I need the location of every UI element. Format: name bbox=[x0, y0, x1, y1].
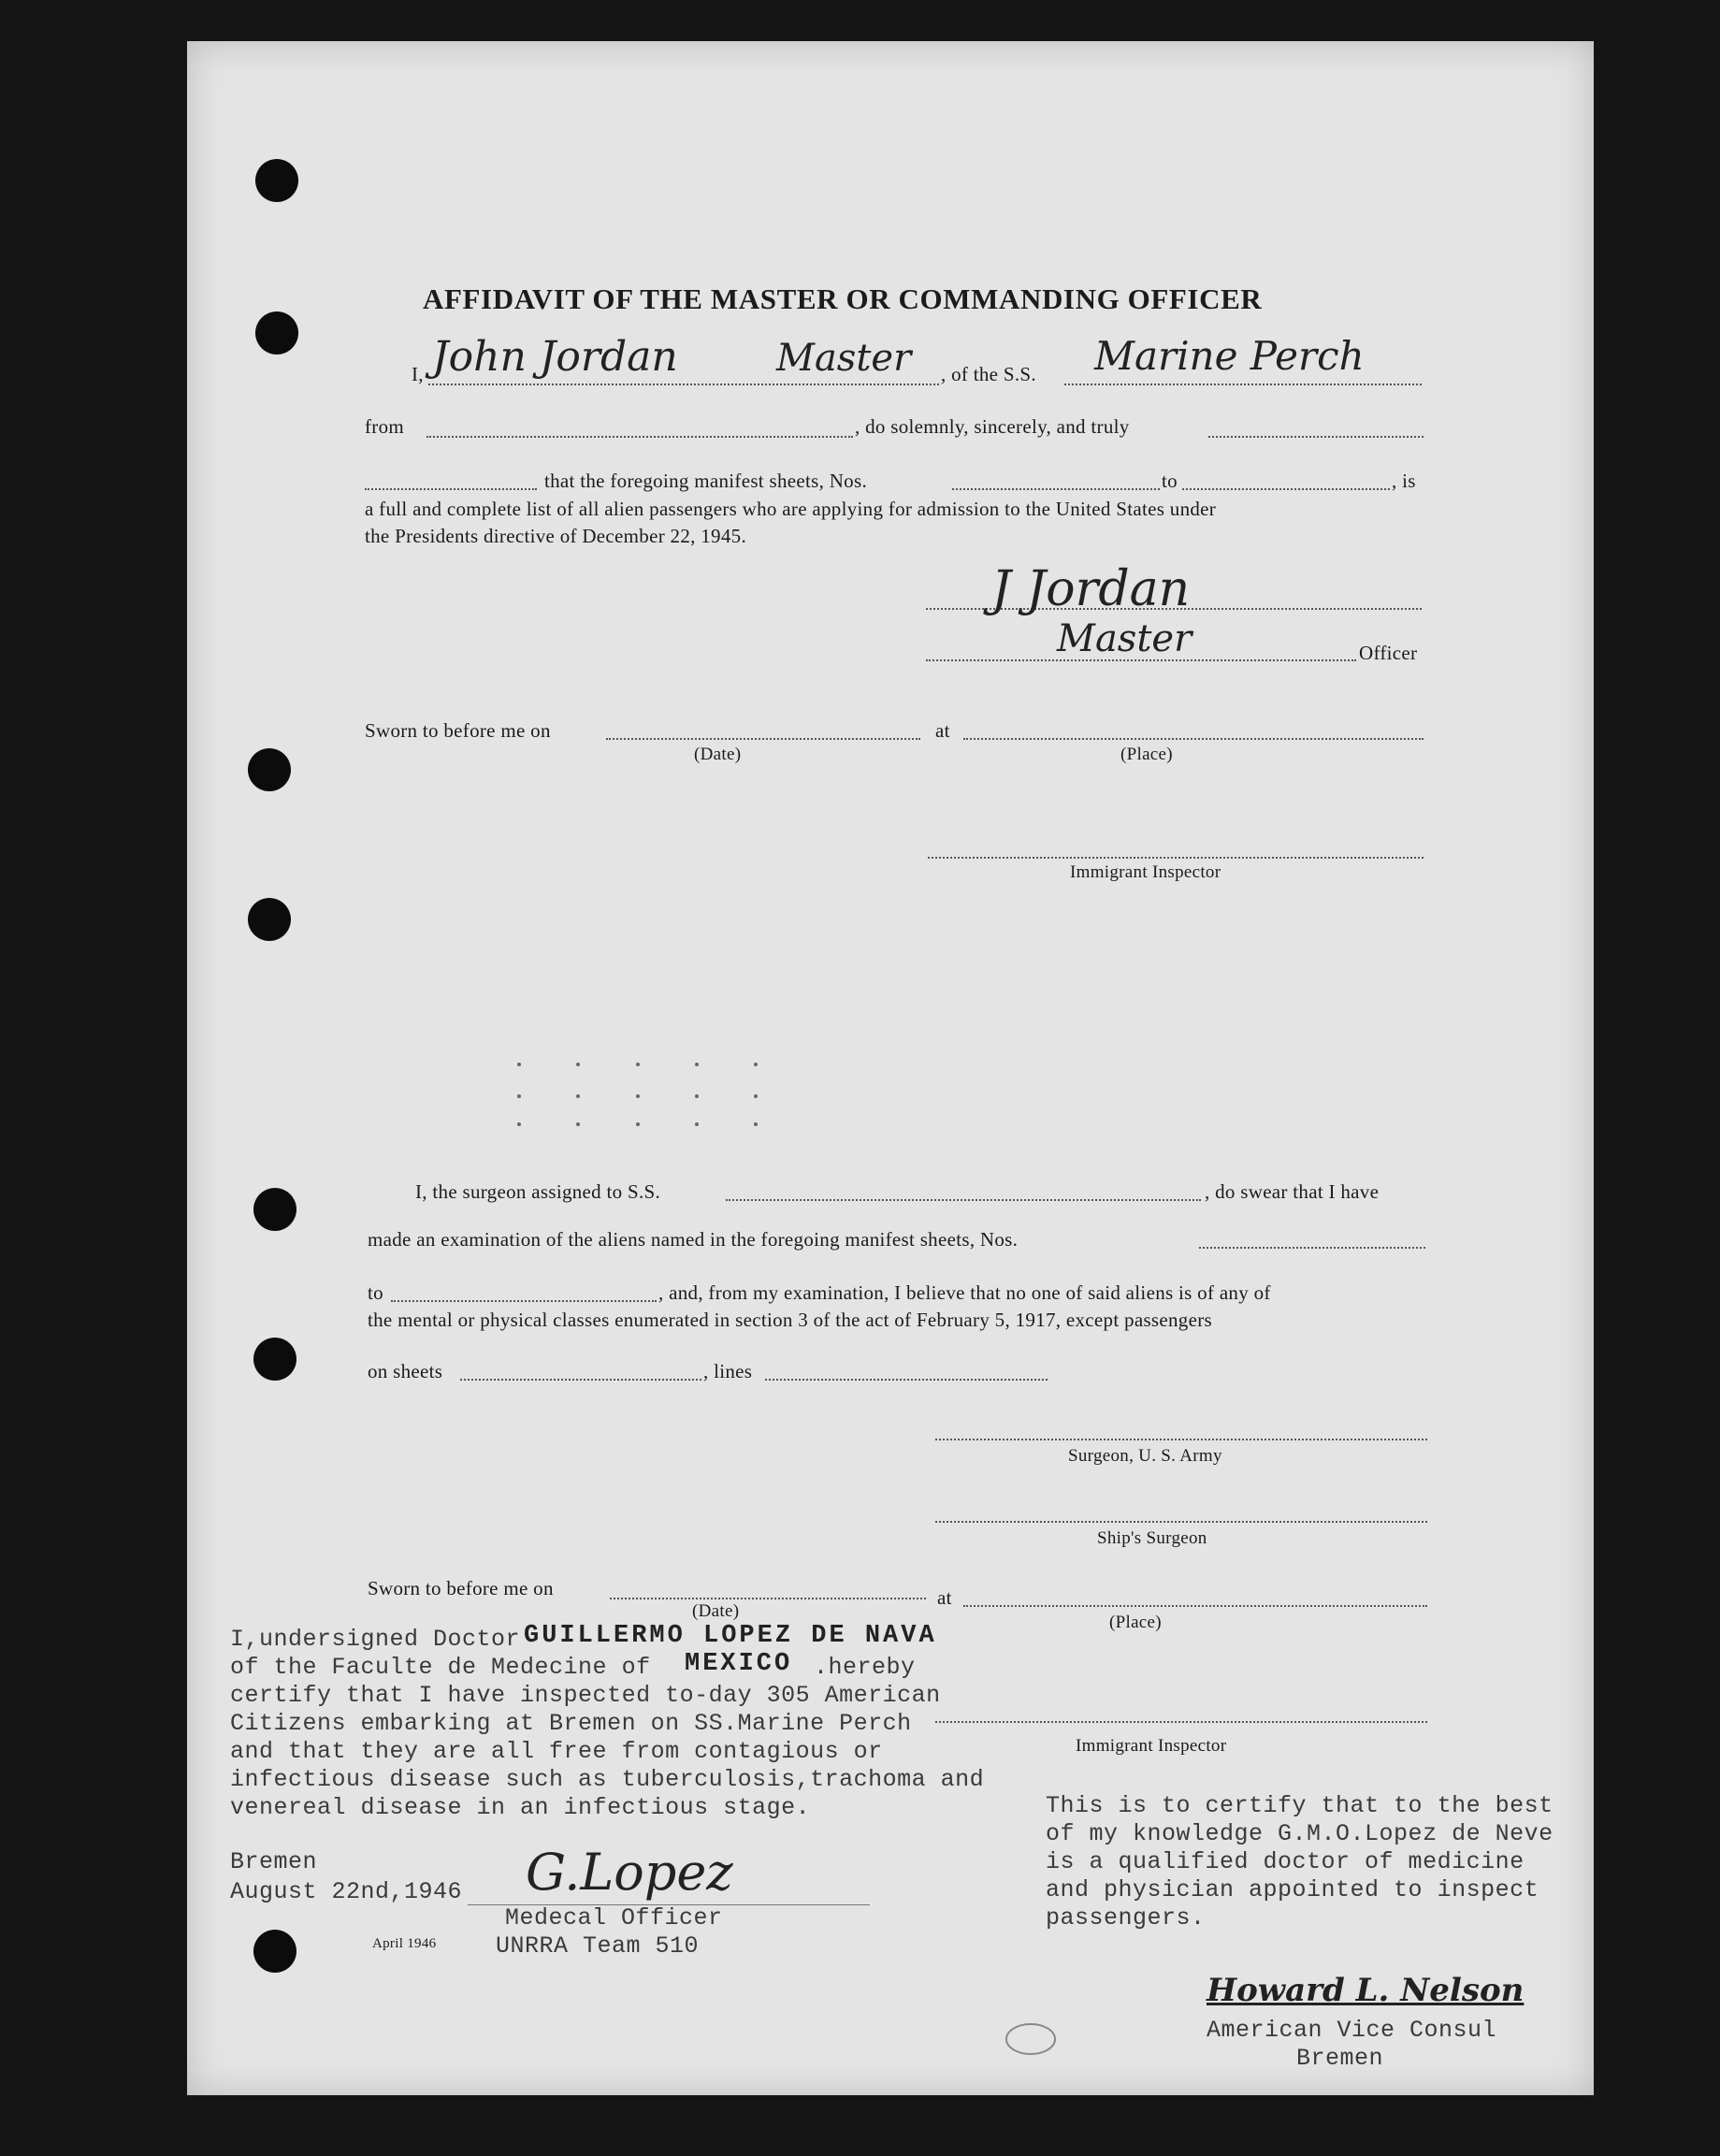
typed-line3: certify that I have inspected to-day 305 American bbox=[230, 1682, 941, 1709]
i-label: I, bbox=[412, 363, 424, 385]
master-name-handwriting: John Jordan bbox=[432, 333, 678, 381]
surgeon-inspector-label: Immigrant Inspector bbox=[1076, 1736, 1227, 1756]
ships-surgeon-line bbox=[935, 1521, 1427, 1523]
team-label: UNRRA Team 510 bbox=[496, 1932, 700, 1960]
medical-officer-signature: G.Lopez bbox=[526, 1843, 733, 1902]
name-line bbox=[428, 383, 939, 385]
is-label: , is bbox=[1392, 470, 1416, 492]
sworn-date-line bbox=[606, 738, 920, 740]
document-title: AFFIDAVIT OF THE MASTER OR COMMANDING OFFICER bbox=[423, 282, 1263, 315]
to-label: to bbox=[1162, 470, 1178, 492]
doctor-name-stamp: GUILLERMO LOPEZ DE NAVA bbox=[524, 1622, 937, 1650]
typed-line4: Citizens embarking at Bremen on SS.Marine Perch bbox=[230, 1710, 912, 1737]
consul-line4: and physician appointed to inspect bbox=[1046, 1876, 1539, 1903]
date-label: (Date) bbox=[694, 745, 742, 764]
surgeon-inspector-line bbox=[935, 1721, 1427, 1723]
surgeon-sworn-date-line bbox=[610, 1598, 926, 1599]
typed-line6: infectious disease such as tuberculosis,trachoma and bbox=[230, 1766, 985, 1793]
surgeon-at-label: at bbox=[937, 1586, 952, 1609]
consul-line1: This is to certify that to the best bbox=[1046, 1792, 1554, 1819]
typed-line7: venereal disease in an infectious stage. bbox=[230, 1794, 811, 1821]
typed-line2: of the Faculte de Medecine of bbox=[230, 1654, 651, 1681]
sheets-label: on sheets bbox=[368, 1360, 443, 1382]
consul-line2: of my knowledge G.M.O.Lopez de Neve bbox=[1046, 1820, 1554, 1847]
surgeon-army-label: Surgeon, U. S. Army bbox=[1068, 1446, 1222, 1466]
punch-hole bbox=[253, 1930, 296, 1973]
typed-line1: I,undersigned Doctor bbox=[230, 1626, 521, 1653]
master-rank-handwriting: Master bbox=[776, 337, 912, 380]
punch-hole bbox=[253, 1188, 296, 1231]
truly-line bbox=[1208, 436, 1424, 438]
surgeon-nos-line bbox=[1199, 1247, 1425, 1249]
surgeon-line3: , and, from my examination, I believe that no one of said aliens is of any of bbox=[658, 1281, 1271, 1304]
nos-line bbox=[952, 488, 1160, 490]
decorative-dots bbox=[514, 1057, 767, 1132]
consul-place: Bremen bbox=[1296, 2045, 1384, 2072]
typed-date: August 22nd,1946 bbox=[230, 1878, 463, 1905]
punch-hole bbox=[248, 748, 291, 791]
sworn-place-line bbox=[963, 738, 1424, 740]
to-line bbox=[1182, 488, 1390, 490]
place-label: (Place) bbox=[1120, 745, 1173, 764]
typed-line5: and that they are all free from contagious or bbox=[230, 1738, 883, 1765]
of-ss-label: , of the S.S. bbox=[941, 363, 1036, 385]
officer-label: Officer bbox=[1359, 642, 1418, 664]
consul-line5: passengers. bbox=[1046, 1904, 1206, 1932]
country-stamp: MEXICO bbox=[685, 1650, 793, 1678]
officer-line bbox=[926, 659, 1356, 661]
punch-hole bbox=[255, 311, 298, 355]
sheets-line bbox=[460, 1379, 701, 1381]
lines-line bbox=[765, 1379, 1048, 1381]
ships-surgeon-label: Ship's Surgeon bbox=[1097, 1528, 1207, 1548]
surgeon-place-label: (Place) bbox=[1109, 1613, 1162, 1632]
master-signature-title: Master bbox=[1057, 617, 1192, 660]
solemnly-label: , do solemnly, sincerely, and truly bbox=[855, 415, 1130, 438]
surgeon-place-line bbox=[963, 1605, 1427, 1607]
print-code: April 1946 bbox=[372, 1936, 437, 1951]
surgeon-army-line bbox=[935, 1439, 1427, 1440]
passenger-list-line2: the Presidents directive of December 22, 1945. bbox=[365, 525, 747, 547]
surgeon-to-label: to bbox=[368, 1281, 383, 1304]
typed-line2-end: .hereby bbox=[814, 1654, 916, 1681]
oval-mark bbox=[1003, 2020, 1059, 2058]
surgeon-line2: made an examination of the aliens named in the foregoing manifest sheets, Nos. bbox=[368, 1228, 1019, 1251]
ship-line bbox=[1064, 383, 1422, 385]
typed-place: Bremen bbox=[230, 1848, 318, 1875]
consul-line3: is a qualified doctor of medicine bbox=[1046, 1848, 1525, 1875]
punch-hole bbox=[253, 1338, 296, 1381]
surgeon-date-label: (Date) bbox=[692, 1601, 740, 1621]
passenger-list-line1: a full and complete list of all alien passengers who are applying for admission to the United States under bbox=[365, 498, 1217, 520]
ship-name-handwriting: Marine Perch bbox=[1094, 333, 1365, 379]
inspector-line bbox=[928, 857, 1424, 859]
blank-line bbox=[365, 488, 537, 490]
surgeon-ss-line bbox=[726, 1199, 1201, 1201]
master-signature: J Jordan bbox=[991, 561, 1191, 617]
sworn-label: Sworn to before me on bbox=[365, 719, 551, 742]
from-label: from bbox=[365, 415, 405, 438]
at-label: at bbox=[935, 719, 950, 742]
surgeon-line1-end: , do swear that I have bbox=[1205, 1180, 1380, 1203]
surgeon-sworn-label: Sworn to before me on bbox=[368, 1577, 554, 1599]
medical-officer-title: Medecal Officer bbox=[505, 1904, 723, 1932]
lines-label: , lines bbox=[703, 1360, 753, 1382]
punch-hole bbox=[255, 159, 298, 202]
punch-hole bbox=[248, 898, 291, 941]
surgeon-line1-start: I, the surgeon assigned to S.S. bbox=[415, 1180, 661, 1203]
consul-title: American Vice Consul bbox=[1207, 2017, 1497, 2044]
surgeon-to-line bbox=[391, 1300, 657, 1302]
inspector-label: Immigrant Inspector bbox=[1070, 862, 1221, 882]
manifest-text: that the foregoing manifest sheets, Nos. bbox=[544, 470, 868, 492]
consul-signature: Howard L. Nelson bbox=[1207, 1972, 1525, 2009]
surgeon-line4: the mental or physical classes enumerated in section 3 of the act of February 5, 1917, except passengers bbox=[368, 1309, 1212, 1331]
from-line bbox=[426, 436, 853, 438]
